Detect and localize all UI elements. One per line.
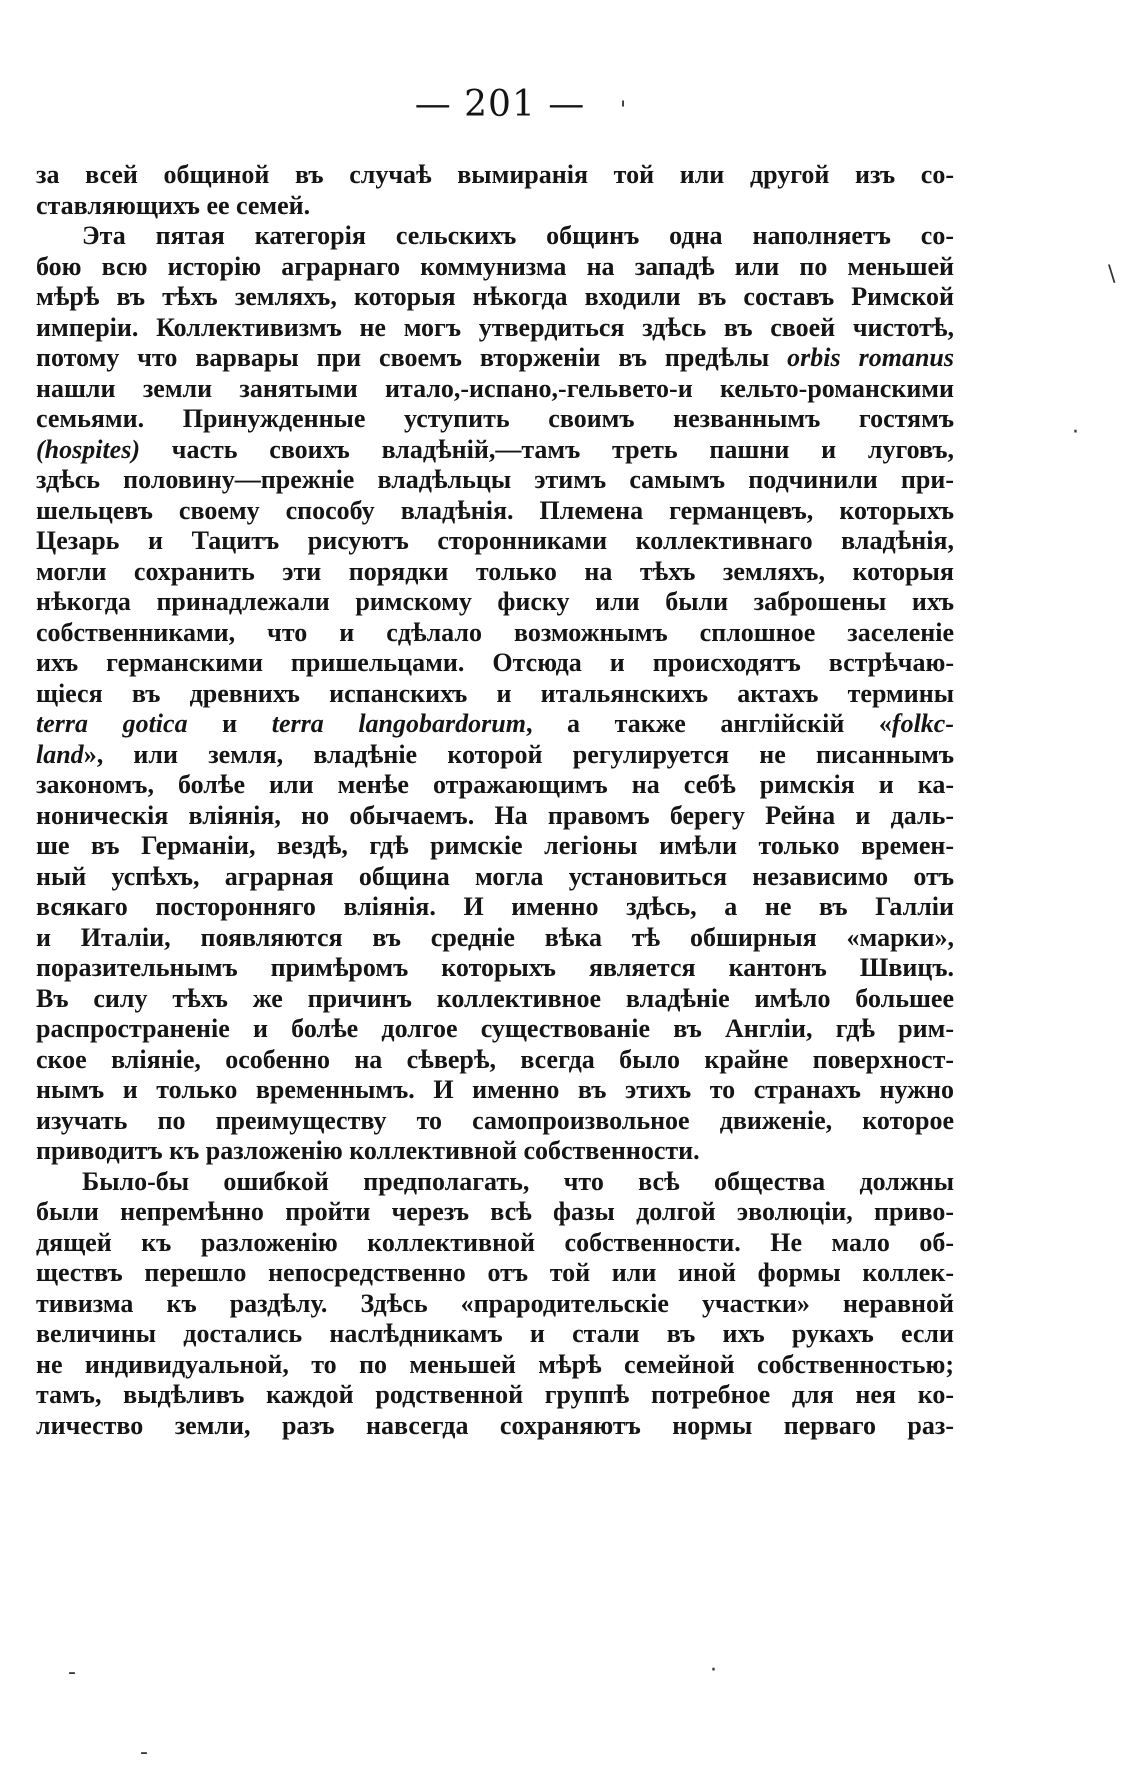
- text-line: закономъ, болѣе или менѣе отражающимъ на себѣ римскія и ка-: [36, 770, 954, 799]
- text-line: тамъ, выдѣливъ каждой родственной группѣ потребное для нея ко-: [36, 1380, 954, 1409]
- text-line: всякаго посторонняго вліянія. И именно здѣсь, а не въ Галліи: [36, 892, 954, 921]
- text-line: поразительнымъ примѣромъ которыхъ является кантонъ Швицъ.: [36, 953, 954, 982]
- page-number: — 201 —: [414, 84, 586, 125]
- text-line: приводитъ къ разложенію коллективной собственности.: [36, 1136, 700, 1165]
- paragraph-start-line: Было-бы ошибкой предполагать, что всѣ общества должны: [82, 1166, 954, 1196]
- text-line: величины достались наслѣдникамъ и стали въ ихъ рукахъ если: [36, 1319, 954, 1348]
- text-line: имперіи. Коллективизмъ не могъ утвердиться здѣсь въ своей чистотѣ,: [36, 312, 954, 342]
- text-line: Цезарь и Тацитъ рисуютъ сторонниками коллективнаго владѣнія,: [36, 526, 954, 555]
- text-line: [36, 709, 954, 740]
- text-line: не индивидуальной, то по меньшей мѣрѣ семейной собственностью;: [36, 1349, 954, 1379]
- text-line: [36, 740, 954, 771]
- text-line: распространеніе и болѣе долгое существованіе въ Англіи, гдѣ рим-: [36, 1014, 954, 1043]
- text-line: изучать по преимуществу то самопроизвольное движеніе, которое: [36, 1105, 954, 1135]
- text-line: и Италіи, появляются въ средніе вѣка тѣ обширныя «марки»,: [36, 922, 954, 952]
- text-line: ноническія вліянія, но обычаемъ. На правомъ берегу Рейна и даль-: [36, 800, 954, 830]
- italic-term-folkc: folkc-: [891, 709, 954, 738]
- scan-speck-mark: ·: [1072, 420, 1079, 445]
- text-line: ское вліяніе, особенно на сѣверѣ, всегда было крайне поверхност-: [36, 1044, 954, 1074]
- text-span: часть своихъ владѣній,—тамъ треть пашни и луговъ,: [171, 434, 955, 464]
- text-line: собственниками, что и сдѣлало возможнымъ сплошное заселеніе: [36, 617, 954, 647]
- scan-speck-mark: -: [68, 1660, 76, 1685]
- text-line: ставляющихъ ее семей.: [36, 190, 311, 220]
- text-line: ше въ Германіи, вездѣ, гдѣ римскіе легіоны имѣли только времен-: [36, 831, 954, 860]
- italic-term-terra-gotica: terra gotica: [36, 709, 188, 738]
- text-line: были непремѣнно пройти черезъ всѣ фазы долгой эволюціи, приво-: [36, 1197, 954, 1226]
- text-line: нѣкогда принадлежали римскому фиску или были заброшены ихъ: [36, 587, 954, 616]
- text-span: , а также англійскій «: [525, 709, 892, 738]
- text-line: тивизма къ раздѣлу. Здѣсь «прародительскіе участки» неравной: [36, 1288, 954, 1318]
- text-line: [36, 435, 954, 466]
- scan-speck-mark: ·: [710, 1658, 717, 1683]
- text-line: шельцевъ своему способу владѣнія. Племена германцевъ, которыхъ: [36, 495, 954, 525]
- scan-speck-mark: -: [140, 1740, 148, 1765]
- paragraph-start-line: Эта пятая категорія сельскихъ общинъ одна наполняетъ со-: [82, 221, 954, 250]
- scan-stroke-mark: \: [1108, 262, 1116, 287]
- italic-term-terra-langobardorum: terra langobardorum: [271, 709, 526, 738]
- italic-term-hospites: (hospites): [36, 434, 140, 464]
- text-line: здѣсь половину—прежніе владѣльцы этимъ самымъ подчинили при-: [36, 465, 954, 494]
- text-line: Въ силу тѣхъ же причинъ коллективное владѣніе имѣло большее: [36, 983, 954, 1013]
- text-line: бою всю исторію аграрнаго коммунизма на западѣ или по меньшей: [36, 251, 954, 281]
- text-line: ществъ перешло непосредственно отъ той или иной формы коллек-: [36, 1258, 954, 1287]
- text-line: нымъ и только временнымъ. И именно въ этихъ то странахъ нужно: [36, 1075, 954, 1104]
- text-span: », или земля, владѣніе которой регулируется не писаннымъ: [83, 739, 954, 769]
- text-line: могли сохранить эти порядки только на тѣхъ земляхъ, которыя: [36, 556, 954, 586]
- body-text: [36, 160, 954, 1441]
- italic-term-land: land: [36, 739, 84, 769]
- text-line: личество земли, разъ навсегда сохраняютъ нормы перваго раз-: [36, 1410, 954, 1440]
- text-line: ихъ германскими пришельцами. Отсюда и происходятъ встрѣчаю-: [36, 648, 954, 677]
- text-span: и: [222, 709, 238, 738]
- text-line: [36, 343, 954, 374]
- text-line: за всей общиной въ случаѣ вымиранія той или другой изъ со-: [36, 160, 954, 189]
- text-span: потому что варвары при своемъ вторженіи въ предѣлы: [36, 343, 770, 372]
- italic-term-orbis-romanus: orbis romanus: [787, 343, 954, 372]
- text-line: нашли земли занятыми итало,-испано,-гельвето-и кельто-романскими: [36, 373, 954, 403]
- text-line: ный успѣхъ, аграрная община могла установиться независимо отъ: [36, 861, 954, 891]
- text-line: дящей къ разложенію коллективной собственности. Не мало об-: [36, 1227, 954, 1257]
- scan-speck-mark: ': [620, 98, 627, 123]
- text-line: семьями. Принужденные уступить своимъ незваннымъ гостямъ: [36, 404, 954, 433]
- text-line: мѣрѣ въ тѣхъ земляхъ, которыя нѣкогда входили въ составъ Римской: [36, 282, 954, 311]
- text-line: щіеся въ древнихъ испанскихъ и итальянскихъ актахъ термины: [36, 678, 954, 708]
